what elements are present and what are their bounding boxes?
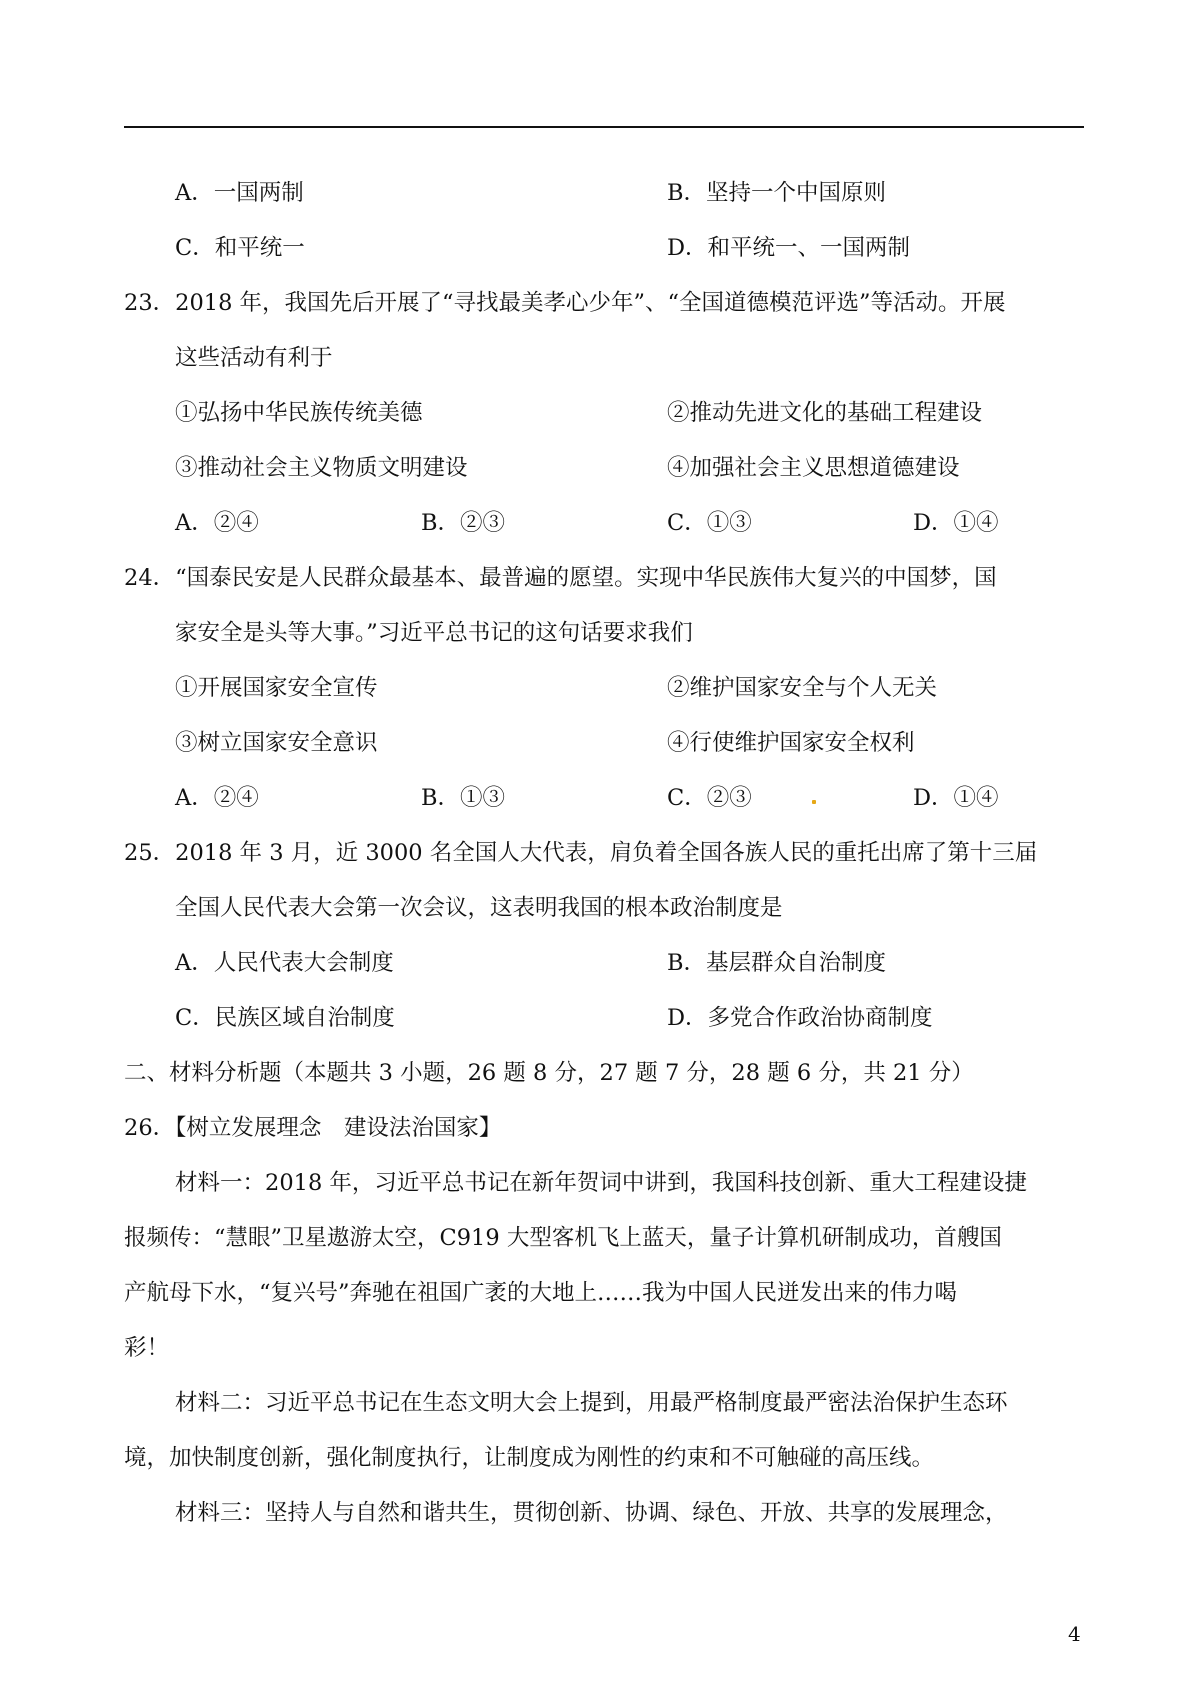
q24-stem-line-1: 24．“国泰民安是人民群众最基本、最普遍的愿望。实现中华民族伟大复兴的中国梦，国	[124, 565, 997, 591]
q24-item-3: ③树立国家安全意识	[175, 730, 378, 756]
q22-option-d: D．和平统一、一国两制	[667, 235, 911, 261]
q22-option-b: B．坚持一个中国原则	[667, 180, 887, 206]
q23-option-c: C．①③	[667, 510, 752, 536]
q23-option-b: B．②③	[421, 510, 506, 536]
header-rule	[124, 126, 1084, 128]
q23-item-1: ①弘扬中华民族传统美德	[175, 400, 423, 426]
q24-stem-line-2: 家安全是头等大事。”习近平总书记的这句话要求我们	[175, 620, 693, 646]
q26-material-2-line-1: 材料二：习近平总书记在生态文明大会上提到，用最严格制度最严密法治保护生态环	[175, 1390, 1008, 1416]
q25-option-b: B．基层群众自治制度	[667, 950, 887, 976]
q24-option-a: A．②④	[175, 785, 259, 811]
q26-material-3-line-1: 材料三：坚持人与自然和谐共生，贯彻创新、协调、绿色、开放、共享的发展理念，	[175, 1500, 1008, 1526]
q24-option-d: D．①④	[913, 785, 999, 811]
q23-stem-line-1: 23．2018 年，我国先后开展了“寻找最美孝心少年”、“全国道德模范评选”等活动。开展	[124, 290, 1006, 316]
q25-stem-line-1: 25．2018 年 3 月，近 3000 名全国人大代表，肩负着全国各族人民的重托出席了第十三届	[124, 840, 1038, 866]
q26-material-1-line-1: 材料一：2018 年，习近平总书记在新年贺词中讲到，我国科技创新、重大工程建设捷	[175, 1170, 1027, 1196]
q26-material-1-line-4: 彩！	[124, 1335, 170, 1361]
page-number: 4	[1068, 1622, 1081, 1646]
q24-item-4: ④行使维护国家安全权利	[667, 730, 915, 756]
q23-item-3: ③推动社会主义物质文明建设	[175, 455, 468, 481]
q26-material-2-line-2: 境，加快制度创新，强化制度执行，让制度成为刚性的约束和不可触碰的高压线。	[124, 1445, 935, 1471]
q24-item-2: ②维护国家安全与个人无关	[667, 675, 938, 701]
q24-option-b: B．①③	[421, 785, 506, 811]
q23-item-4: ④加强社会主义思想道德建设	[667, 455, 960, 481]
q24-option-c: C．②③	[667, 785, 752, 811]
q25-stem-line-2: 全国人民代表大会第一次会议，这表明我国的根本政治制度是	[175, 895, 783, 921]
q24-item-1: ①开展国家安全宣传	[175, 675, 378, 701]
q23-item-2: ②推动先进文化的基础工程建设	[667, 400, 983, 426]
q25-option-a: A．人民代表大会制度	[175, 950, 394, 976]
q25-option-c: C．民族区域自治制度	[175, 1005, 395, 1031]
q26-title: 26．【树立发展理念 建设法治国家】	[124, 1115, 502, 1141]
q22-option-a: A．一国两制	[175, 180, 304, 206]
q23-option-a: A．②④	[175, 510, 259, 536]
stray-mark	[812, 800, 816, 804]
section-2-heading: 二、材料分析题（本题共 3 小题，26 题 8 分，27 题 7 分，28 题 6 分，共 21 分）	[124, 1060, 974, 1086]
q26-material-1-line-3: 产航母下水，“复兴号”奔驰在祖国广袤的大地上……我为中国人民迸发出来的伟力喝	[124, 1280, 958, 1306]
q26-material-1-line-2: 报频传：“慧眼”卫星遨游太空，C919 大型客机飞上蓝天，量子计算机研制成功，首艘国	[124, 1225, 1002, 1251]
q23-option-d: D．①④	[913, 510, 999, 536]
q23-stem-line-2: 这些活动有利于	[175, 345, 333, 371]
q22-option-c: C．和平统一	[175, 235, 305, 261]
q25-option-d: D．多党合作政治协商制度	[667, 1005, 933, 1031]
